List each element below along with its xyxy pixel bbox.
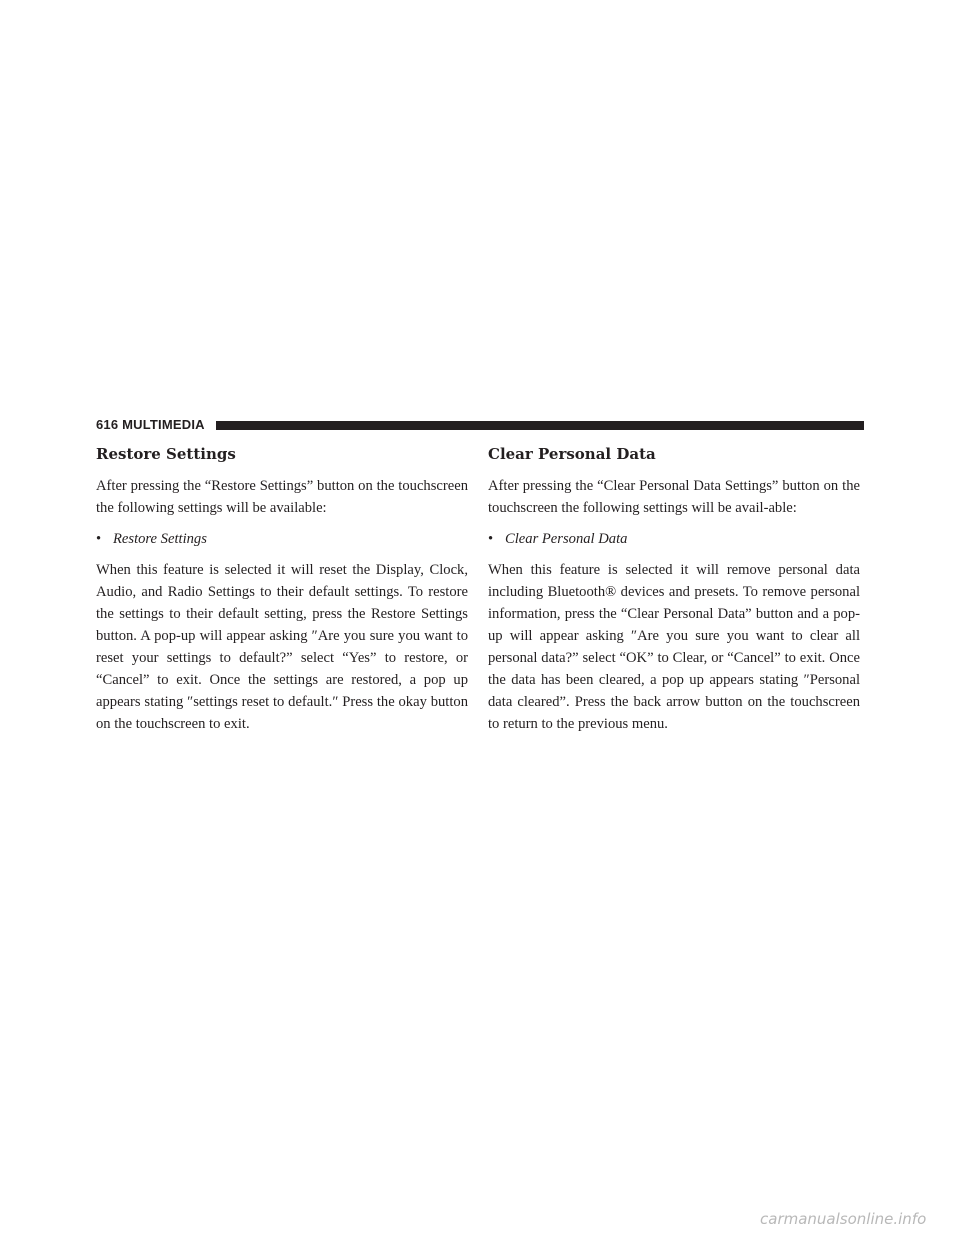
header-rule bbox=[216, 421, 864, 430]
restore-settings-column bbox=[96, 444, 468, 744]
page-number-section-label: 616 MULTIMEDIA bbox=[96, 417, 205, 432]
restore-settings-bullet-text: Restore Settings bbox=[113, 531, 207, 547]
clear-personal-data-body: When this feature is selected it will remove personal data including Bluetooth® devices and presets. To remove personal information, press the “Clear Personal Data” button and a pop-up will appear asking ″Are you sure you want to clear all personal data?” select “OK” to Clear, or “Cancel” to exit. Once the data has been cleared, a pop up appears stating ″Personal data cleared”. Press the back arrow button on the touchscreen to return to the previous menu. bbox=[488, 562, 860, 732]
restore-settings-intro: After pressing the “Restore Settings” button on the touchscreen the following settings will be available: bbox=[96, 478, 468, 516]
restore-settings-body: When this feature is selected it will reset the Display, Clock, Audio, and Radio Settings to their default settings. To restore the settings to their default setting, press the Restore Settings button. A pop-up will appear asking ″Are you sure you want to reset your settings to default?” select “Yes” to restore, or “Cancel” to exit. Once the settings are restored, a pop up appears stating ″settings reset to default.″ Press the okay button on the touchscreen to exit. bbox=[96, 562, 468, 732]
restore-settings-bullet bbox=[96, 528, 468, 550]
clear-personal-data-column bbox=[488, 444, 860, 744]
clear-personal-data-bullet-text: Clear Personal Data bbox=[505, 531, 628, 547]
clear-personal-data-bullet bbox=[488, 528, 860, 550]
bullet-icon: • bbox=[96, 531, 102, 547]
restore-settings-heading: Restore Settings bbox=[96, 445, 236, 463]
watermark: carmanualsonline.info bbox=[760, 1210, 927, 1228]
bullet-icon: • bbox=[488, 531, 494, 547]
clear-personal-data-intro: After pressing the “Clear Personal Data Settings” button on the touchscreen the following settings will be avail-able: bbox=[488, 478, 860, 516]
page-header bbox=[96, 418, 864, 432]
clear-personal-data-heading: Clear Personal Data bbox=[488, 445, 656, 463]
